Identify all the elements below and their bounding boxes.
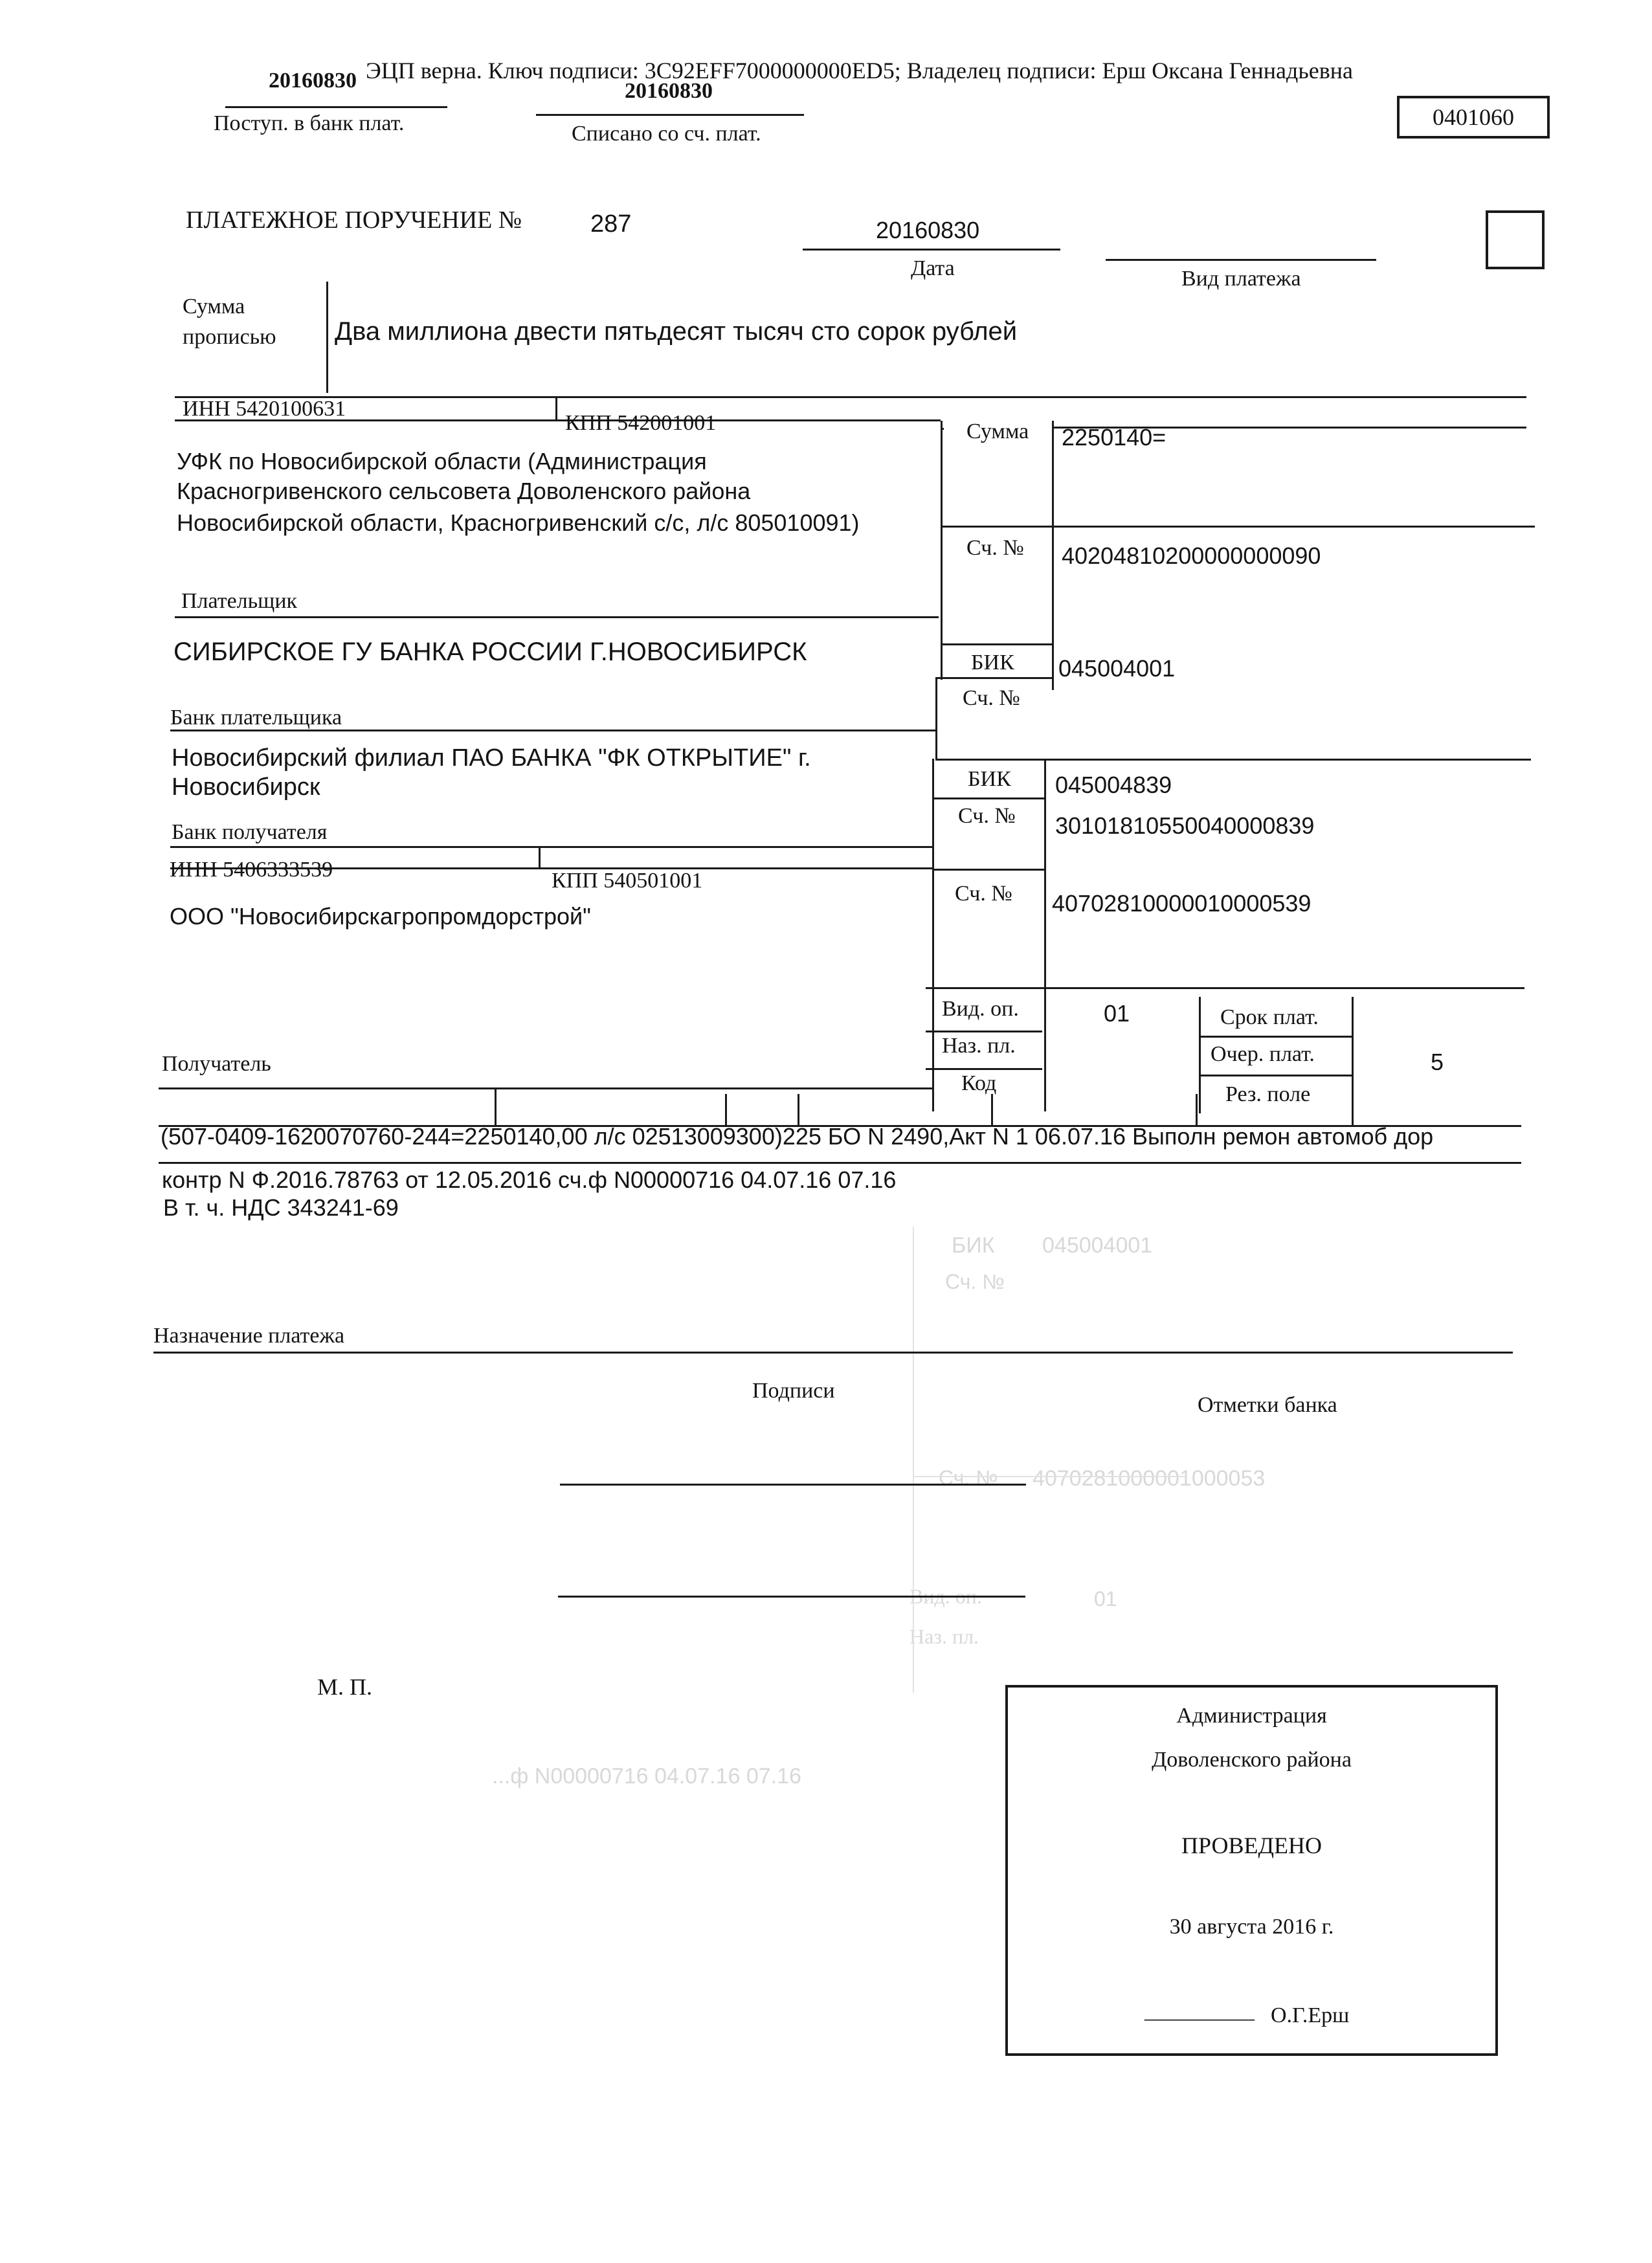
signature-line	[558, 1596, 1025, 1598]
payee-bank-label: Банк получателя	[172, 820, 328, 844]
grid-line	[935, 677, 937, 760]
payee-name: ООО "Новосибирскагропромдорстрой"	[170, 903, 591, 930]
payee-bank-account-label: Сч. №	[958, 804, 1016, 828]
signature-verification-line: ЭЦП верна. Ключ подписи: 3C92EFF7000000000ED5; Владелец подписи: Ерш Оксана Геннадьевна	[366, 58, 1353, 84]
grid-line	[941, 421, 943, 680]
bleed-through-text: 4070281000001000053	[1032, 1466, 1266, 1491]
code-label: Код	[961, 1071, 997, 1095]
payer-label: Плательщик	[181, 589, 298, 613]
grid-line	[926, 987, 1524, 989]
grid-line	[170, 846, 932, 848]
grid-line	[159, 1087, 932, 1089]
amount-words-label: прописью	[183, 325, 276, 349]
grid-line	[991, 1094, 993, 1126]
payee-account-label: Сч. №	[955, 882, 1012, 906]
grid-line	[1044, 759, 1046, 1111]
sum-value: 2250140=	[1062, 424, 1166, 451]
payee-bank-name: Новосибирск	[172, 774, 320, 801]
grid-line	[798, 1094, 799, 1126]
grid-line	[935, 759, 1531, 761]
bleed-through-text: Сч. №	[939, 1466, 998, 1489]
grid-line	[932, 869, 1044, 871]
grid-line	[932, 797, 1044, 799]
sum-label: Сумма	[966, 419, 1029, 443]
bleed-through-text: БИК	[952, 1233, 995, 1258]
amount-words-divider	[326, 282, 328, 393]
payment-term-label: Срок плат.	[1220, 1005, 1319, 1029]
payer-bank-bik-label: БИК	[971, 651, 1014, 674]
received-date-underline	[225, 106, 447, 108]
debited-date-underline	[536, 114, 804, 116]
bleed-through-text: 01	[1094, 1587, 1117, 1611]
bleed-through-text: Наз. пл.	[910, 1625, 979, 1648]
form-code: 0401060	[1433, 104, 1514, 130]
payment-type-underline	[1106, 259, 1376, 261]
bleed-through-text: Сч. №	[945, 1270, 1005, 1293]
grid-line	[1199, 997, 1201, 1113]
grid-line	[153, 1352, 1513, 1354]
payee-label: Получатель	[162, 1052, 271, 1076]
debited-date: 20160830	[625, 79, 713, 103]
amount-words-label: Сумма	[183, 295, 245, 318]
status-code-box	[1486, 210, 1545, 269]
date-label: Дата	[911, 256, 955, 280]
payment-order-date: 20160830	[876, 217, 980, 243]
grid-line	[932, 759, 934, 1111]
reserved-field-label: Рез. поле	[1225, 1082, 1311, 1106]
grid-line	[926, 1031, 1042, 1032]
stamp-signature-blank: __________	[1144, 1999, 1255, 2023]
grid-line	[1199, 1075, 1352, 1076]
amount-in-words: Два миллиона двести пятьдесят тысяч сто сорок рублей	[335, 317, 1018, 346]
payment-purpose-text: (507-0409-1620070760-244=2250140,00 л/с 02513009300)225 БО N 2490,Акт N 1 06.07.16 Выполн ремон автомоб дор	[161, 1123, 1434, 1150]
grid-line	[943, 428, 944, 430]
grid-line	[725, 1094, 727, 1126]
grid-line	[175, 396, 1526, 398]
bleed-through-text: Вид. оп.	[910, 1585, 982, 1608]
bleed-through-text: ...ф N00000716 04.07.16 07.16	[492, 1764, 801, 1789]
payment-order-title: ПЛАТЕЖНОЕ ПОРУЧЕНИЕ №	[186, 206, 522, 234]
stamp-organization: Доволенского района	[1152, 1748, 1352, 1772]
bleed-through-line	[913, 1476, 1185, 1477]
signature-line	[560, 1484, 1026, 1486]
received-date: 20160830	[269, 69, 357, 93]
grid-line	[1352, 1094, 1354, 1126]
payer-name: УФК по Новосибирской области (Администрация	[177, 448, 707, 474]
payer-kpp: КПП 542001001	[565, 411, 717, 435]
payment-priority-label: Очер. плат.	[1211, 1042, 1315, 1066]
date-underline	[803, 249, 1060, 251]
payee-account-value: 40702810000010000539	[1052, 890, 1312, 917]
grid-line	[926, 1068, 1042, 1070]
stamp-signer: О.Г.Ерш	[1271, 2003, 1350, 2027]
bank-marks-label: Отметки банка	[1198, 1393, 1337, 1417]
stamp-date: 30 августа 2016 г.	[1169, 1915, 1334, 1939]
grid-line	[495, 1089, 497, 1126]
payee-bank-name: Новосибирский филиал ПАО БАНКА "ФК ОТКРЫТИЕ" г.	[172, 744, 811, 772]
payment-purpose-text: контр N Ф.2016.78763 от 12.05.2016 сч.ф N00000716 04.07.16 07.16	[162, 1166, 897, 1193]
debited-label: Списано со сч. плат.	[572, 122, 761, 146]
operation-type-value: 01	[1104, 1000, 1130, 1027]
payer-bank-bik-value: 045004001	[1058, 655, 1176, 682]
grid-line	[935, 677, 1052, 679]
stamp-status: ПРОВЕДЕНО	[1181, 1833, 1322, 1858]
payer-inn: ИНН 5420100631	[183, 397, 346, 421]
payment-purpose-code-label: Наз. пл.	[942, 1034, 1016, 1058]
bleed-through-text: 045004001	[1042, 1233, 1153, 1258]
signatures-label: Подписи	[752, 1379, 835, 1403]
payee-inn: ИНН 5406333539	[170, 858, 333, 882]
grid-line	[159, 1162, 1521, 1164]
grid-line	[1044, 844, 1045, 846]
payee-bank-bik-value: 045004839	[1055, 772, 1172, 798]
payee-kpp: КПП 540501001	[552, 869, 703, 893]
payment-order-number: 287	[590, 210, 632, 238]
payee-bank-account-value: 30101810550040000839	[1055, 812, 1315, 839]
payer-account-label: Сч. №	[966, 536, 1024, 560]
payment-priority-value: 5	[1431, 1049, 1444, 1075]
grid-line	[1196, 1094, 1198, 1126]
received-label: Поступ. в банк плат.	[214, 111, 405, 135]
seal-place-label: М. П.	[317, 1674, 373, 1700]
payee-bank-bik-label: БИК	[968, 767, 1011, 791]
operation-type-label: Вид. оп.	[942, 997, 1019, 1021]
bleed-through-line	[913, 1227, 914, 1693]
payment-purpose-text: В т. ч. НДС 343241-69	[163, 1194, 399, 1221]
form-code-box	[1397, 96, 1550, 139]
grid-line	[555, 396, 557, 421]
stamp-organization: Администрация	[1176, 1704, 1327, 1728]
grid-line	[1052, 421, 1054, 690]
grid-line	[539, 846, 541, 869]
payment-type-label: Вид платежа	[1181, 267, 1301, 291]
grid-line	[1199, 1036, 1352, 1038]
payer-bank-account-label: Сч. №	[963, 686, 1020, 710]
payment-purpose-label: Назначение платежа	[153, 1324, 345, 1348]
payer-name: Новосибирской области, Красногривенский с/с, л/с 805010091)	[177, 509, 860, 536]
payer-bank-name: СИБИРСКОЕ ГУ БАНКА РОССИИ Г.НОВОСИБИРСК	[173, 638, 807, 666]
grid-line	[175, 616, 939, 618]
payer-name: Красногривенского сельсовета Доволенского района	[177, 478, 751, 504]
payer-bank-label: Банк плательщика	[170, 706, 342, 730]
payer-account-value: 40204810200000000090	[1062, 542, 1321, 569]
grid-line	[941, 643, 1052, 645]
grid-line	[941, 526, 1535, 528]
